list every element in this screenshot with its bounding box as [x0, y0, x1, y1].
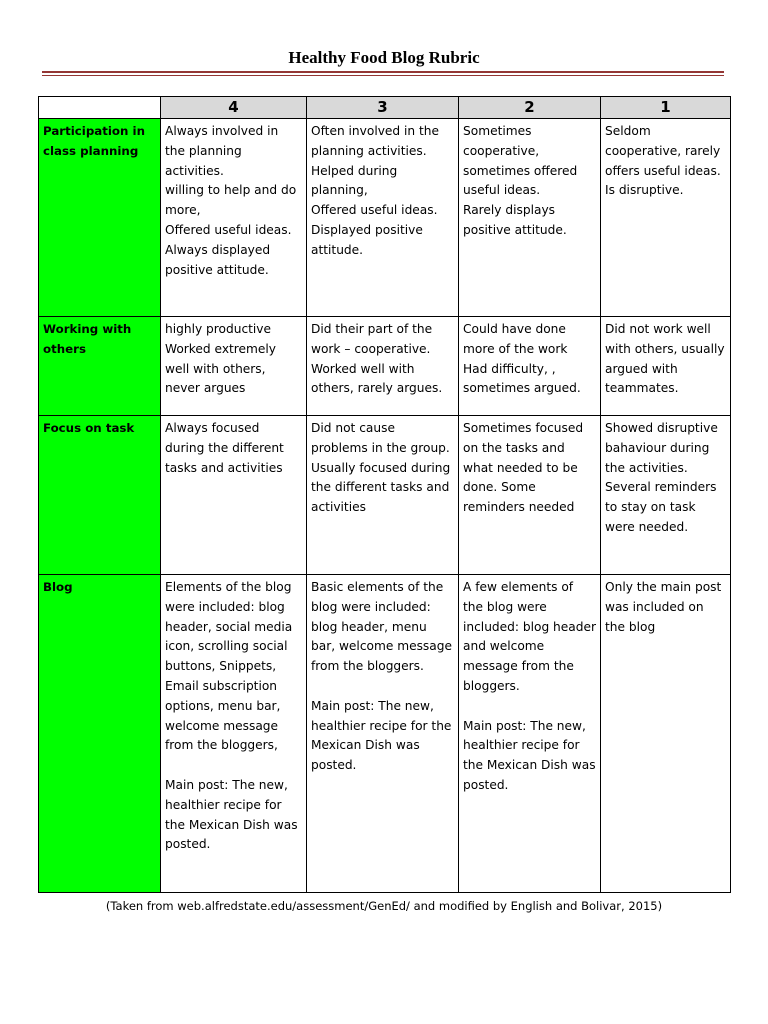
table-row — [39, 575, 731, 893]
table-cell — [601, 317, 731, 416]
cell-text: Seldom cooperative, rarely offers useful ideas. Is disruptive. — [605, 124, 721, 198]
table-cell — [459, 575, 601, 893]
cell-text: Basic elements of the blog were included: blog header, menu bar, welcome message from the bloggers. Main post: The new, healthier recipe for the Mexican Dish was posted. — [311, 580, 452, 773]
header-score-1: 1 — [601, 97, 731, 119]
table-cell — [161, 119, 307, 317]
table-cell — [307, 317, 459, 416]
table-cell — [459, 119, 601, 317]
cell-text: Always focused during the different tasks and activities — [165, 421, 284, 475]
source-footnote: (Taken from web.alfredstate.edu/assessment/GenEd/ and modified by English and Bolivar, 2015) — [105, 899, 663, 913]
table-row — [39, 119, 731, 317]
cell-text: Sometimes cooperative, sometimes offered useful ideas. Rarely displays positive attitude. — [463, 124, 578, 237]
cell-text: Always involved in the planning activities. willing to help and do more, Offered useful ideas. Always displayed positive attitude. — [165, 124, 297, 277]
table-row — [39, 416, 731, 575]
header-score-4: 4 — [161, 97, 307, 119]
page-title: Healthy Food Blog Rubric — [288, 48, 480, 67]
cell-text: Only the main post was included on the blog — [605, 580, 722, 634]
header-row — [39, 97, 731, 119]
cell-text: Did their part of the work – cooperative. Worked well with others, rarely argues. — [311, 322, 443, 396]
criterion-label: Working with others — [43, 322, 132, 356]
table-row — [39, 317, 731, 416]
cell-text: A few elements of the blog were included: blog header and welcome message from the bloggers. Main post: The new, healthier recipe for the Mexican Dish was posted. — [463, 580, 596, 792]
cell-text: Did not cause problems in the group. Usually focused during the different tasks and activities — [311, 421, 451, 515]
cell-text: Often involved in the planning activities. Helped during planning, Offered useful ideas. Displayed positive attitude. — [311, 124, 440, 257]
table-cell — [459, 317, 601, 416]
criterion-cell — [39, 416, 161, 575]
header-score-2: 2 — [459, 97, 601, 119]
table-cell — [307, 119, 459, 317]
table-cell — [601, 119, 731, 317]
cell-text: Showed disruptive bahaviour during the activities. Several reminders to stay on task were needed. — [605, 421, 718, 534]
table-cell — [459, 416, 601, 575]
cell-text: Elements of the blog were included: blog header, social media icon, scrolling social buttons, Snippets, Email subscription options, menu bar, welcome message from the bloggers, Main post: The new, healthier recipe for the Mexican Dish was posted. — [165, 580, 298, 852]
header-corner-cell — [39, 97, 161, 119]
criterion-label: Focus on task — [43, 421, 135, 435]
criterion-label: Blog — [43, 580, 73, 594]
cell-text: Sometimes focused on the tasks and what needed to be done. Some reminders needed — [463, 421, 584, 515]
cell-text: Did not work well with others, usually argued with teammates. — [605, 322, 725, 396]
table-cell — [601, 575, 731, 893]
cell-text: Could have done more of the work Had difficulty, , sometimes argued. — [463, 322, 581, 396]
header-score-3: 3 — [307, 97, 459, 119]
rubric-table — [38, 96, 731, 893]
criterion-cell — [39, 575, 161, 893]
table-cell — [601, 416, 731, 575]
table-cell — [161, 416, 307, 575]
table-cell — [307, 416, 459, 575]
criterion-label: Participation in class planning — [43, 124, 145, 158]
criterion-cell — [39, 119, 161, 317]
table-cell — [307, 575, 459, 893]
criterion-cell — [39, 317, 161, 416]
table-cell — [161, 317, 307, 416]
cell-text: highly productive Worked extremely well with others, never argues — [165, 322, 277, 396]
table-cell — [161, 575, 307, 893]
title-divider — [42, 71, 724, 76]
